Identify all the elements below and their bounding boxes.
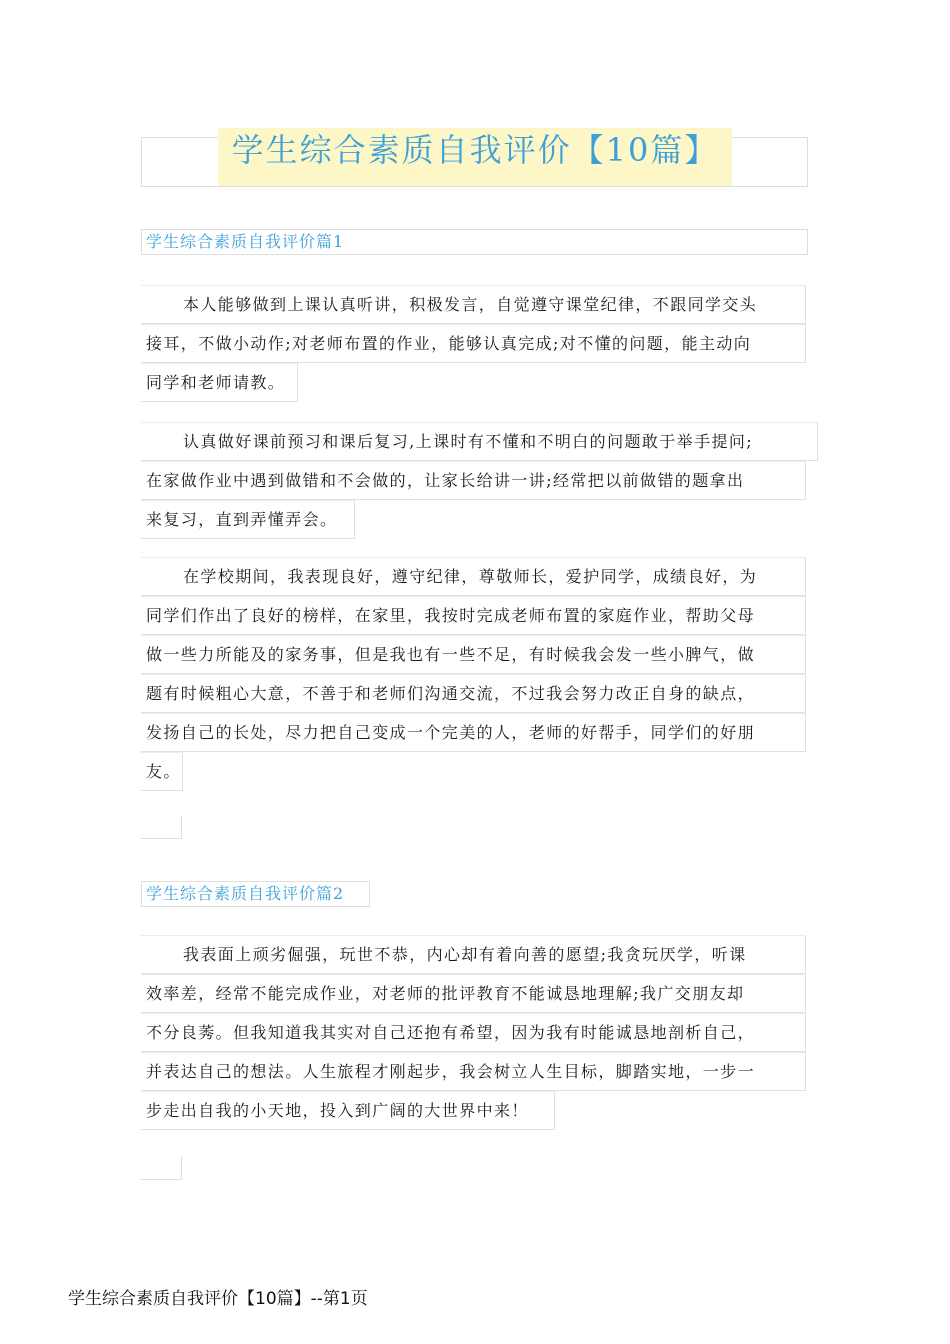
text-line: 我表面上顽劣倔强，玩世不恭，内心却有着向善的愿望;我贪玩厌学，听课 xyxy=(141,935,806,974)
text-line: 同学们作出了良好的榜样，在家里，我按时完成老师布置的家庭作业，帮助父母 xyxy=(141,596,806,635)
empty-paragraph-marker xyxy=(141,1156,182,1180)
text-line: 接耳，不做小动作;对老师布置的作业，能够认真完成;对不懂的问题，能主动向 xyxy=(141,324,806,363)
text-line: 效率差，经常不能完成作业，对老师的批评教育不能诚恳地理解;我广交朋友却 xyxy=(141,974,806,1013)
paragraph-1-1 xyxy=(141,285,808,402)
text-line: 发扬自己的长处，尽力把自己变成一个完美的人，老师的好帮手，同学们的好朋 xyxy=(141,713,806,752)
empty-paragraph-marker xyxy=(141,815,182,839)
paragraph-2-1 xyxy=(141,935,808,1130)
text-line: 不分良莠。但我知道我其实对自己还抱有希望，因为我有时能诚恳地剖析自己， xyxy=(141,1013,806,1052)
paragraph-1-2 xyxy=(141,422,808,539)
text-line: 题有时候粗心大意，不善于和老师们沟通交流，不过我会努力改正自身的缺点， xyxy=(141,674,806,713)
text-line: 友。 xyxy=(141,752,183,791)
text-line: 本人能够做到上课认真听讲，积极发言，自觉遵守课堂纪律，不跟同学交头 xyxy=(141,285,806,324)
text-line: 并表达自己的想法。人生旅程才刚起步，我会树立人生目标，脚踏实地，一步一 xyxy=(141,1052,806,1091)
section-heading-2: 学生综合素质自我评价篇2 xyxy=(141,881,370,907)
text-line: 在家做作业中遇到做错和不会做的，让家长给讲一讲;经常把以前做错的题拿出 xyxy=(141,461,806,500)
text-line: 做一些力所能及的家务事，但是我也有一些不足，有时候我会发一些小脾气，做 xyxy=(141,635,806,674)
text-line: 来复习，直到弄懂弄会。 xyxy=(141,500,355,539)
text-line: 在学校期间，我表现良好，遵守纪律，尊敬师长，爱护同学，成绩良好，为 xyxy=(141,557,806,596)
page-footer: 学生综合素质自我评价【10篇】--第1页 xyxy=(68,1289,368,1309)
section-heading-1: 学生综合素质自我评价篇1 xyxy=(141,229,808,255)
paragraph-1-3 xyxy=(141,557,808,791)
text-line: 步走出自我的小天地，投入到广阔的大世界中来！ xyxy=(141,1091,555,1130)
document-title: 学生综合素质自我评价【10篇】 xyxy=(218,128,732,186)
text-line: 认真做好课前预习和课后复习,上课时有不懂和不明白的问题敢于举手提问; xyxy=(141,422,818,461)
text-line: 同学和老师请教。 xyxy=(141,363,298,402)
